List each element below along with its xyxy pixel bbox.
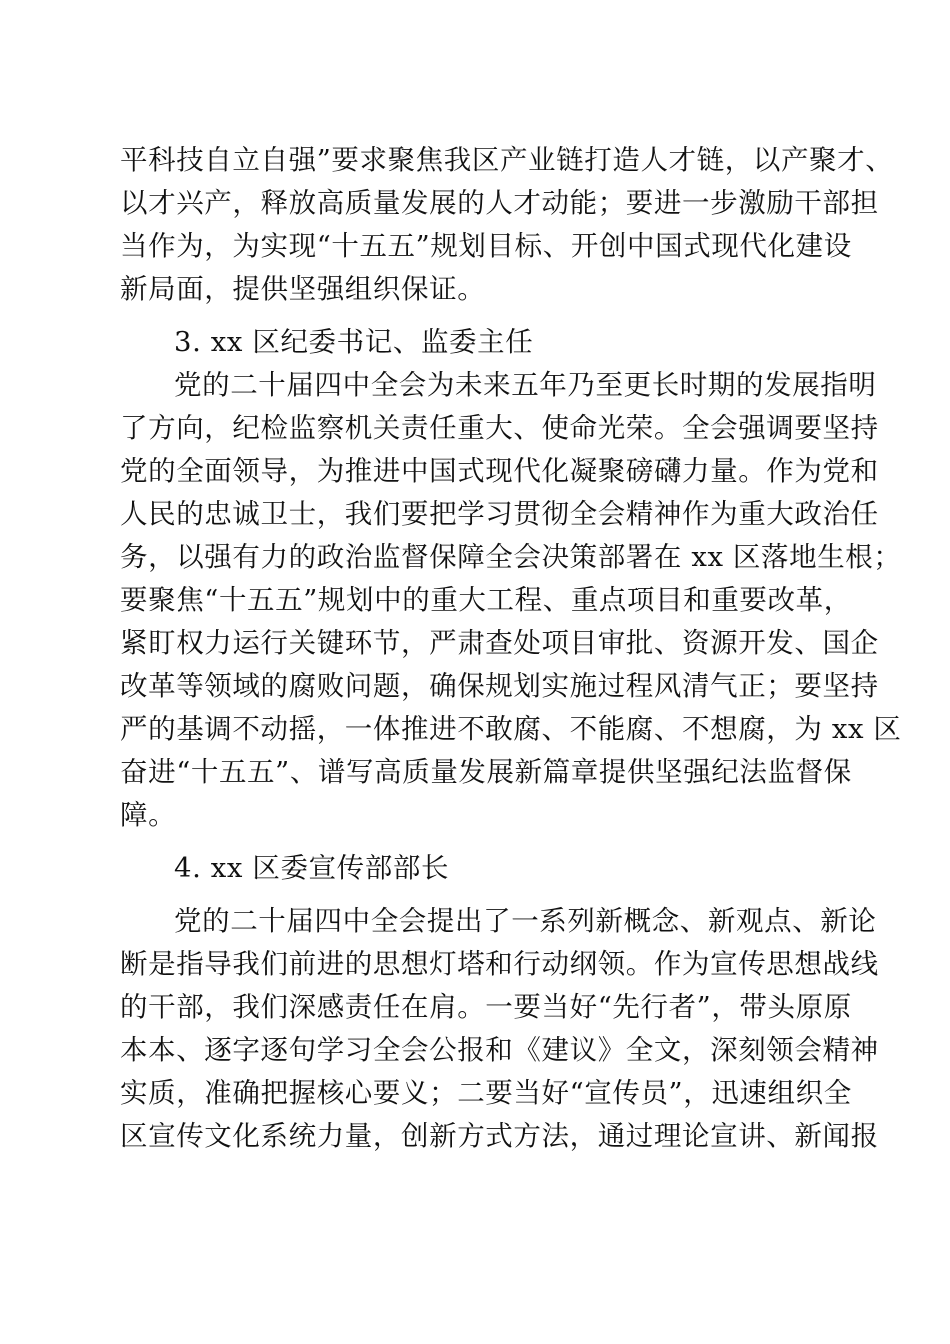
text-line: 区宣传文化系统力量，创新方式方法，通过理论宣讲、新闻报: [120, 1120, 879, 1152]
text-line: 改革等领域的腐败问题，确保规划实施过程风清气正；要坚持: [120, 670, 879, 702]
text-line: 断是指导我们前进的思想灯塔和行动纲领。作为宣传思想战线: [120, 948, 879, 980]
paragraph-first-line: 党的二十届四中全会为未来五年乃至更长时期的发展指明: [174, 369, 877, 401]
text-line: 的干部，我们深感责任在肩。一要当好“先行者”，带头原原: [120, 991, 852, 1023]
paragraph-first-line: 党的二十届四中全会提出了一系列新概念、新观点、新论: [174, 905, 877, 937]
section-heading: 3. xx 区纪委书记、监委主任: [174, 326, 534, 358]
text-line: 奋进“十五五”、谱写高质量发展新篇章提供坚强纪法监督保: [120, 756, 852, 788]
text-line: 当作为，为实现“十五五”规划目标、开创中国式现代化建设: [120, 230, 852, 262]
text-line: 要聚焦“十五五”规划中的重大工程、重点项目和重要改革，: [120, 584, 852, 616]
text-line: 障。: [120, 799, 177, 831]
text-line: 务，以强有力的政治监督保障全会决策部署在 xx 区落地生根；: [120, 541, 902, 573]
text-line: 了方向，纪检监察机关责任重大、使命光荣。全会强调要坚持: [120, 412, 879, 444]
text-line: 严的基调不动摇，一体推进不敢腐、不能腐、不想腐，为 xx 区: [120, 713, 902, 745]
text-line: 平科技自立自强”要求聚焦我区产业链打造人才链，以产聚才、: [120, 144, 894, 176]
text-line: 本本、逐字逐句学习全会公报和《建议》全文，深刻领会精神: [120, 1034, 879, 1066]
text-line: 人民的忠诚卫士，我们要把学习贯彻全会精神作为重大政治任: [120, 498, 879, 530]
section-heading: 4. xx 区委宣传部部长: [174, 852, 450, 884]
text-line: 紧盯权力运行关键环节，严肃查处项目审批、资源开发、国企: [120, 627, 879, 659]
text-line: 以才兴产，释放高质量发展的人才动能；要进一步激励干部担: [120, 187, 879, 219]
text-line: 新局面，提供坚强组织保证。: [120, 273, 486, 305]
text-line: 党的全面领导，为推进中国式现代化凝聚磅礴力量。作为党和: [120, 455, 879, 487]
text-line: 实质，准确把握核心要义；二要当好“宣传员”，迅速组织全: [120, 1077, 852, 1109]
